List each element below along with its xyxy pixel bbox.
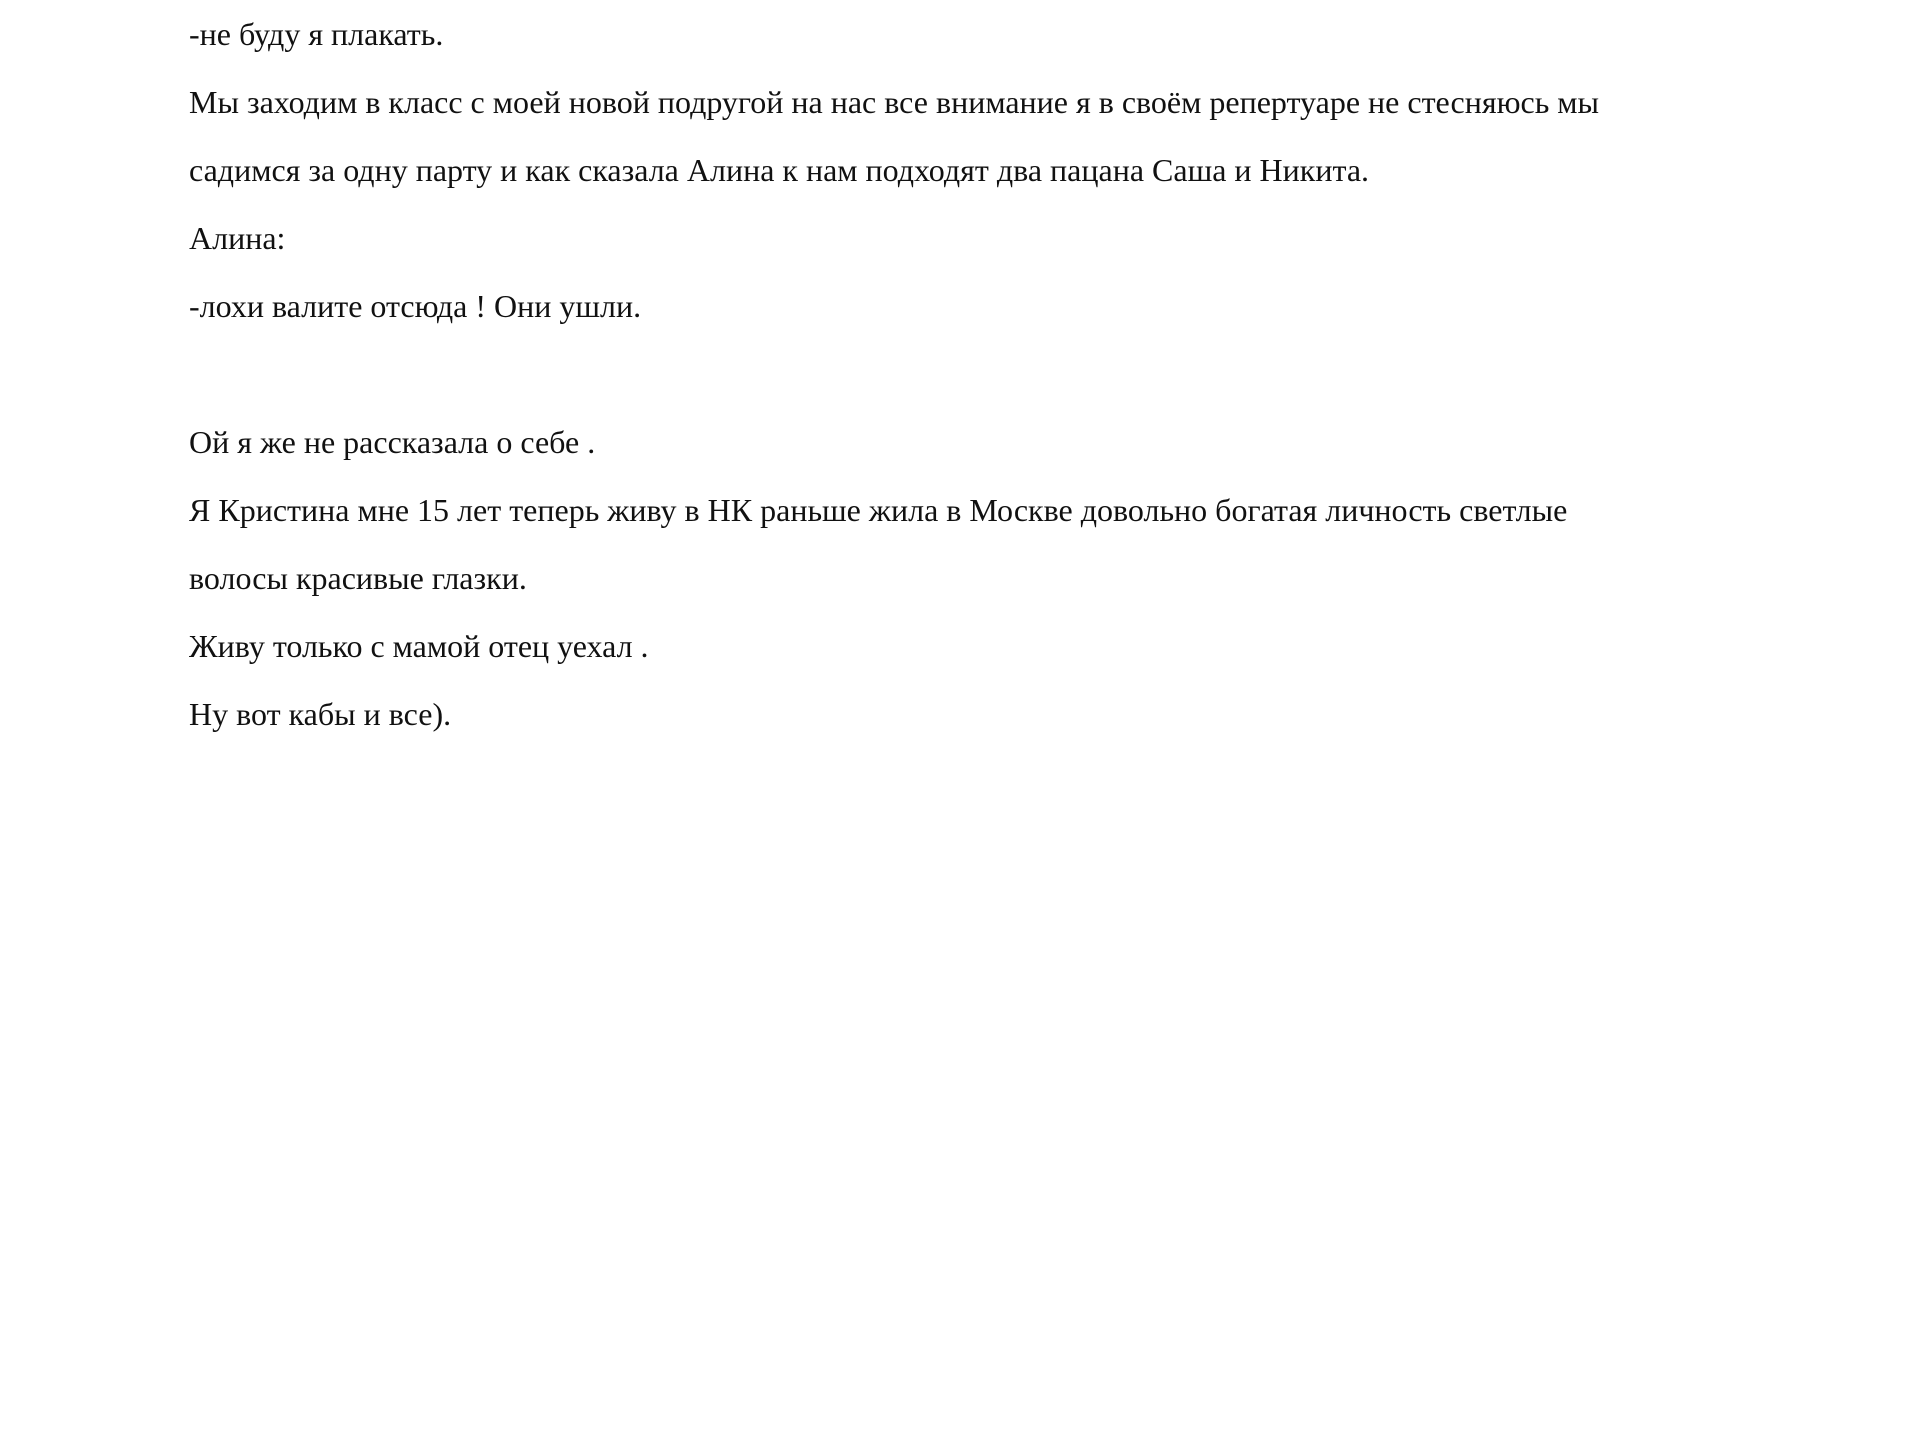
text-line: Ой я же не рассказала о себе . [189,424,596,460]
text-line: Живу только с мамой отец уехал . [189,628,649,664]
text-line: -не буду я плакать. [189,16,444,52]
document-body [189,0,1749,748]
blank-line [189,340,1749,408]
text-line: Ну вот кабы и все). [189,696,452,732]
text-line: -лохи валите отсюда ! Они ушли. [189,288,642,324]
text-line: волосы красивые глазки. [189,560,527,596]
text-line: Я Кристина мне 15 лет теперь живу в НК раньше жила в Москве довольно богатая личность светлые [189,492,1568,528]
text-line: садимся за одну парту и как сказала Алина к нам подходят два пацана Саша и Никита. [189,152,1370,188]
text-line: Мы заходим в класс с моей новой подругой на нас все внимание я в своём репертуаре не стесняюсь мы [189,84,1600,120]
text-line: Алина: [189,220,286,256]
